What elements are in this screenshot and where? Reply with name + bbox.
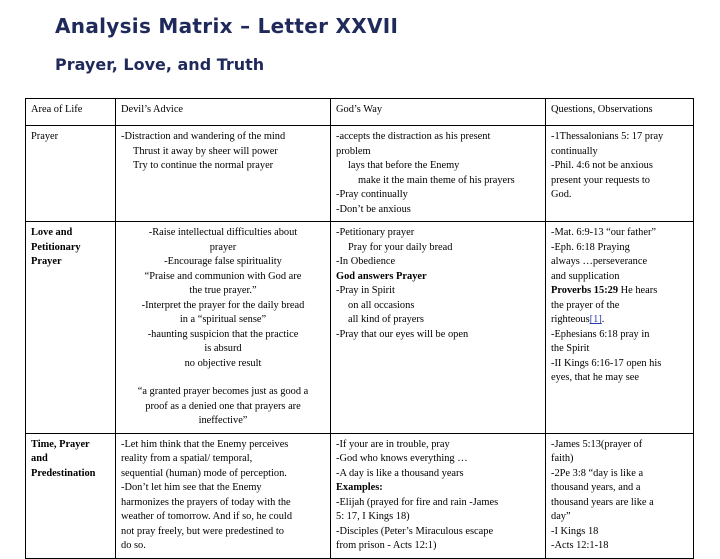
question-line: continually: [551, 145, 598, 157]
area-label: Predestination: [31, 467, 96, 479]
header-devils-advice: Devil’s Advice: [116, 99, 331, 126]
devil-line: is absurd: [204, 343, 242, 354]
cell-god: [331, 126, 546, 222]
devil-line: weather of tomorrow. And if so, he could: [121, 511, 293, 522]
question-line: -Acts 12:1-18: [551, 540, 609, 551]
devil-line: -haunting suspicion that the practice: [147, 328, 299, 340]
devil-line: the true prayer.”: [189, 285, 257, 296]
god-line: -Disciples (Peter’s Miraculous escape: [336, 525, 494, 537]
god-line: Examples:: [336, 482, 383, 493]
area-label: and: [31, 453, 48, 464]
devil-line: -Interpret the prayer for the daily bread: [141, 299, 305, 311]
question-line: -Mat. 6:9-13 “our father”: [551, 227, 657, 238]
table-row-love-petitionary-prayer: [26, 222, 694, 434]
god-line: 5: 17, I Kings 18): [336, 511, 410, 522]
cell-devil: [116, 433, 331, 558]
question-line: the Spirit: [551, 343, 590, 354]
devil-line: “Praise and communion with God are: [144, 270, 302, 282]
devil-line: prayer: [209, 241, 237, 253]
devil-line: reality from a spatial/ temporal,: [121, 453, 253, 464]
god-line: lays that before the Enemy: [348, 160, 460, 171]
god-line: -Petitionary prayer: [336, 227, 415, 238]
devil-line: -Distraction and wandering of the mind: [121, 131, 286, 142]
devil-line: -Don’t let him see that the Enemy: [121, 482, 262, 493]
god-line: God answers Prayer: [336, 270, 427, 282]
question-line: and supplication: [551, 270, 620, 282]
question-line: present your requests to: [551, 174, 650, 186]
god-line: all kind of prayers: [348, 314, 424, 325]
question-line: the prayer of the: [551, 299, 620, 311]
question-line: eyes, that he may see: [551, 372, 639, 383]
area-label: Love and: [31, 227, 73, 238]
god-line: -Pray in Spirit: [336, 285, 395, 296]
devil-line: Thrust it away by sheer will power: [133, 145, 278, 157]
god-line: on all occasions: [348, 299, 415, 311]
question-line: always …perseverance: [551, 256, 648, 267]
devil-line: -Raise intellectual difficulties about: [148, 227, 298, 238]
page-title: Analysis Matrix – Letter XXVII: [55, 14, 399, 38]
devil-line: not pray freely, but were predestined to: [121, 525, 284, 537]
question-line: -Ephesians 6:18 pray in: [551, 328, 650, 340]
question-line: God.: [551, 189, 572, 200]
header-questions: Questions, Observations: [546, 99, 694, 126]
god-line: -A day is like a thousand years: [336, 467, 464, 479]
devil-line: harmonizes the prayers of today with the: [121, 496, 291, 508]
question-line: faith): [551, 453, 574, 464]
question-line: -1Thessalonians 5: 17 pray: [551, 131, 664, 142]
table-row-time-prayer-predestination: [26, 433, 694, 558]
area-label: Prayer: [31, 131, 59, 142]
devil-line: do so.: [121, 540, 146, 551]
cell-area: [26, 222, 116, 434]
spacer: [121, 371, 325, 385]
question-line: -Phil. 4:6 not be anxious: [551, 160, 653, 171]
god-line: -In Obedience: [336, 256, 396, 267]
question-line: [551, 284, 688, 299]
cell-area: [26, 126, 116, 222]
cell-questions: [546, 222, 694, 434]
cell-devil: [116, 222, 331, 434]
table-header-row: [26, 99, 694, 126]
devil-line: in a “spiritual sense”: [179, 314, 267, 325]
question-line: thousand years, and a: [551, 482, 641, 493]
cell-questions: [546, 433, 694, 558]
god-line: -If your are in trouble, pray: [336, 438, 450, 450]
proverbs-text: He hears: [618, 285, 658, 296]
god-line: -Elijah (prayed for fire and rain -James: [336, 496, 499, 508]
table-row-prayer: [26, 126, 694, 222]
devil-line: -Let him think that the Enemy perceives: [121, 438, 289, 450]
question-line: day”: [551, 511, 571, 522]
footnote-link[interactable]: [1]: [589, 314, 602, 325]
cell-questions: [546, 126, 694, 222]
question-line: -2Pe 3:8 “day is like a: [551, 467, 644, 479]
devil-quote-line: ineffective”: [198, 415, 248, 426]
god-line: -God who knows everything …: [336, 453, 468, 464]
devil-quote-line: “a granted prayer becomes just as good a: [137, 386, 309, 397]
question-line: -II Kings 6:16-17 open his: [551, 357, 662, 369]
header-area-of-life: Area of Life: [26, 99, 116, 126]
area-label: Petitionary: [31, 241, 81, 253]
proverbs-reference: Proverbs 15:29: [551, 285, 619, 296]
cell-area: [26, 433, 116, 558]
god-line: from prison - Acts 12:1): [336, 540, 437, 551]
question-line: -I Kings 18: [551, 525, 599, 537]
devil-line: -Encourage false spirituality: [164, 256, 282, 267]
devil-line: Try to continue the normal prayer: [133, 160, 274, 171]
question-line: thousand years are like a: [551, 496, 654, 508]
question-line: -Eph. 6:18 Praying: [551, 241, 630, 253]
devil-line: no objective result: [184, 357, 262, 369]
question-line: [551, 313, 688, 328]
question-line: -James 5:13(prayer of: [551, 438, 643, 450]
analysis-matrix-table: [25, 98, 694, 559]
devil-line: sequential (human) mode of perception.: [121, 467, 287, 479]
area-label: Time, Prayer: [31, 438, 90, 450]
god-line: -Pray that our eyes will be open: [336, 328, 469, 340]
god-line: -Pray continually: [336, 189, 408, 200]
area-label: Prayer: [31, 256, 62, 267]
righteous-text: righteous: [551, 314, 590, 325]
period-text: .: [601, 314, 605, 325]
god-line: problem: [336, 145, 371, 157]
page-subtitle: Prayer, Love, and Truth: [55, 55, 265, 74]
cell-god: [331, 222, 546, 434]
cell-devil: [116, 126, 331, 222]
god-line: Pray for your daily bread: [348, 241, 453, 253]
header-gods-way: God’s Way: [331, 99, 546, 126]
god-line: -accepts the distraction as his present: [336, 131, 491, 142]
cell-god: [331, 433, 546, 558]
god-line: -Don’t be anxious: [336, 203, 411, 215]
devil-quote-line: proof as a denied one that prayers are: [145, 400, 301, 412]
god-line: make it the main theme of his prayers: [358, 174, 515, 186]
